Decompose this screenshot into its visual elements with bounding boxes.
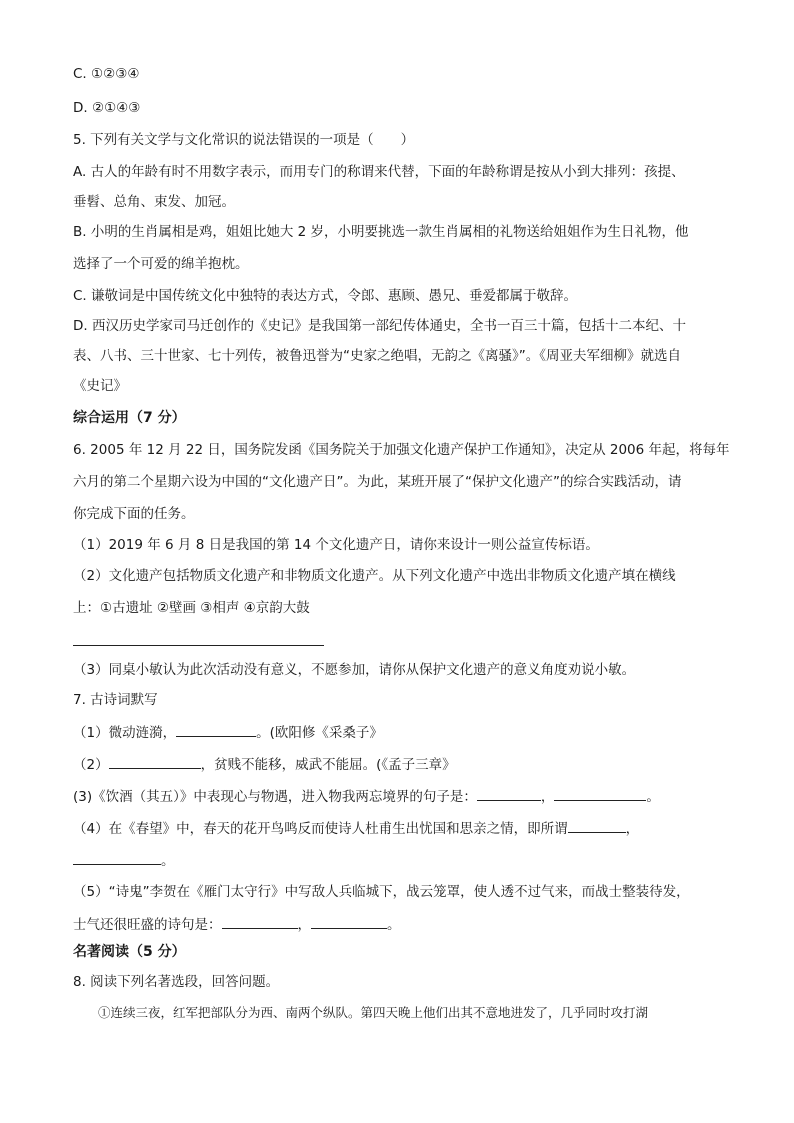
- q7-sub3-prefix: (3)《饮酒（其五）》中表现心与物遇，进入物我两忘境界的句子是：: [73, 789, 477, 805]
- q7-sub5-end: 。: [387, 917, 401, 933]
- q7-sub5-comma: ，: [297, 917, 311, 933]
- q6-sub2-line2: 上：①古遗址 ②壁画 ③相声 ④京韵大鼓: [73, 600, 310, 616]
- question-8: 8. 阅读下列名著选段，回答问题。: [73, 974, 280, 990]
- q7-sub1-prefix: （1）微动涟漪，: [73, 725, 177, 741]
- classics-excerpt: ①连续三夜，红军把部队分为西、南两个纵队。第四天晚上他们出其不意地进发了，几乎同时攻打湖: [98, 1005, 649, 1020]
- q7-sub2: [73, 754, 456, 775]
- q7-sub3: [73, 786, 660, 807]
- q7-sub4-end: 。: [161, 853, 175, 869]
- question-6-line1: 6. 2005 年 12 月 22 日，国务院发函《国务院关于加强文化遗产保护工作通知》，决定从 2006 年起，将每年: [73, 442, 730, 458]
- q6-sub1: （1）2019 年 6 月 8 日是我国的第 14 个文化遗产日，请你来设计一则公益宣传标语。: [73, 537, 599, 553]
- section-heading-classics: 名著阅读（5 分）: [73, 944, 186, 960]
- q5-option-b-line2: 选择了一个可爱的绵羊抱枕。: [73, 256, 249, 272]
- fill-blank: [311, 914, 387, 929]
- fill-blank: [176, 722, 256, 737]
- question-6-line3: 你完成下面的任务。: [73, 506, 195, 522]
- option-d: D. ②①④③: [73, 100, 141, 116]
- q7-sub1-suffix: 。(欧阳修《采桑子》: [256, 725, 383, 741]
- q7-sub4-line1: [73, 818, 639, 839]
- answer-line: [73, 645, 324, 646]
- option-c: C. ①②③④: [73, 66, 140, 82]
- q7-sub4-prefix: （4）在《春望》中，春天的花开鸟鸣反而使诗人杜甫生出忧国和思亲之情，即所谓: [73, 821, 568, 837]
- q7-sub3-end: 。: [646, 789, 660, 805]
- q7-sub3-comma: ，: [540, 789, 555, 805]
- q5-option-b-line1: B. 小明的生肖属相是鸡，姐姐比她大 2 岁，小明要挑选一款生肖属相的礼物送给姐姐作为生日礼物，他: [73, 224, 689, 240]
- q5-option-c: C. 谦敬词是中国传统文化中独特的表达方式，令郎、惠顾、愚兄、垂爱都属于敬辞。: [73, 288, 578, 304]
- fill-blank: [554, 786, 646, 801]
- q7-sub2-prefix: （2）: [73, 757, 109, 773]
- q5-option-d-line1: D. 西汉历史学家司马迁创作的《史记》是我国第一部纪传体通史，全书一百三十篇，包括十二本纪、十: [73, 318, 686, 334]
- q7-sub4-comma: ，: [625, 821, 640, 837]
- q5-option-a-line1: A. 古人的年龄有时不用数字表示，而用专门的称谓来代替，下面的年龄称谓是按从小到大排列：孩提、: [73, 164, 685, 180]
- fill-blank: [109, 754, 201, 769]
- section-heading-comprehensive: 综合运用（7 分）: [73, 410, 186, 426]
- q5-option-a-line2: 垂髫、总角、束发、加冠。: [73, 194, 235, 210]
- q7-sub5-line2: [73, 914, 401, 935]
- q5-option-d-line3: 《史记》: [73, 378, 127, 394]
- q7-sub5-prefix: 士气还很旺盛的诗句是：: [73, 917, 222, 933]
- q6-sub3: （3）同桌小敏认为此次活动没有意义，不愿参加，请你从保护文化遗产的意义角度劝说小敏。: [73, 662, 636, 678]
- q5-option-d-line2: 表、八书、三十世家、七十列传，被鲁迅誉为“史家之绝唱，无韵之《离骚》”。《周亚夫军细柳》就选自: [73, 348, 681, 364]
- question-5: 5. 下列有关文学与文化常识的说法错误的一项是（ ）: [73, 132, 415, 148]
- question-7: 7. 古诗词默写: [73, 692, 158, 708]
- question-6-line2: 六月的第二个星期六设为中国的“文化遗产日”。为此，某班开展了“保护文化遗产”的综合实践活动，请: [73, 474, 682, 490]
- q7-sub5-line1: （5）“诗鬼”李贺在《雁门太守行》中写敌人兵临城下，战云笼罩，使人透不过气来，而战士整装待发，: [73, 884, 690, 900]
- fill-blank: [73, 850, 161, 865]
- fill-blank: [477, 786, 541, 801]
- q7-sub1: [73, 722, 383, 743]
- q6-sub2-line1: （2）文化遗产包括物质文化遗产和非物质文化遗产。从下列文化遗产中选出非物质文化遗产填在横线: [73, 568, 676, 584]
- q7-sub2-suffix: ，贫贱不能移，威武不能屈。(《孟子三章》: [200, 757, 456, 773]
- q7-sub4-line2: [73, 850, 175, 871]
- fill-blank: [568, 818, 626, 833]
- fill-blank: [222, 914, 298, 929]
